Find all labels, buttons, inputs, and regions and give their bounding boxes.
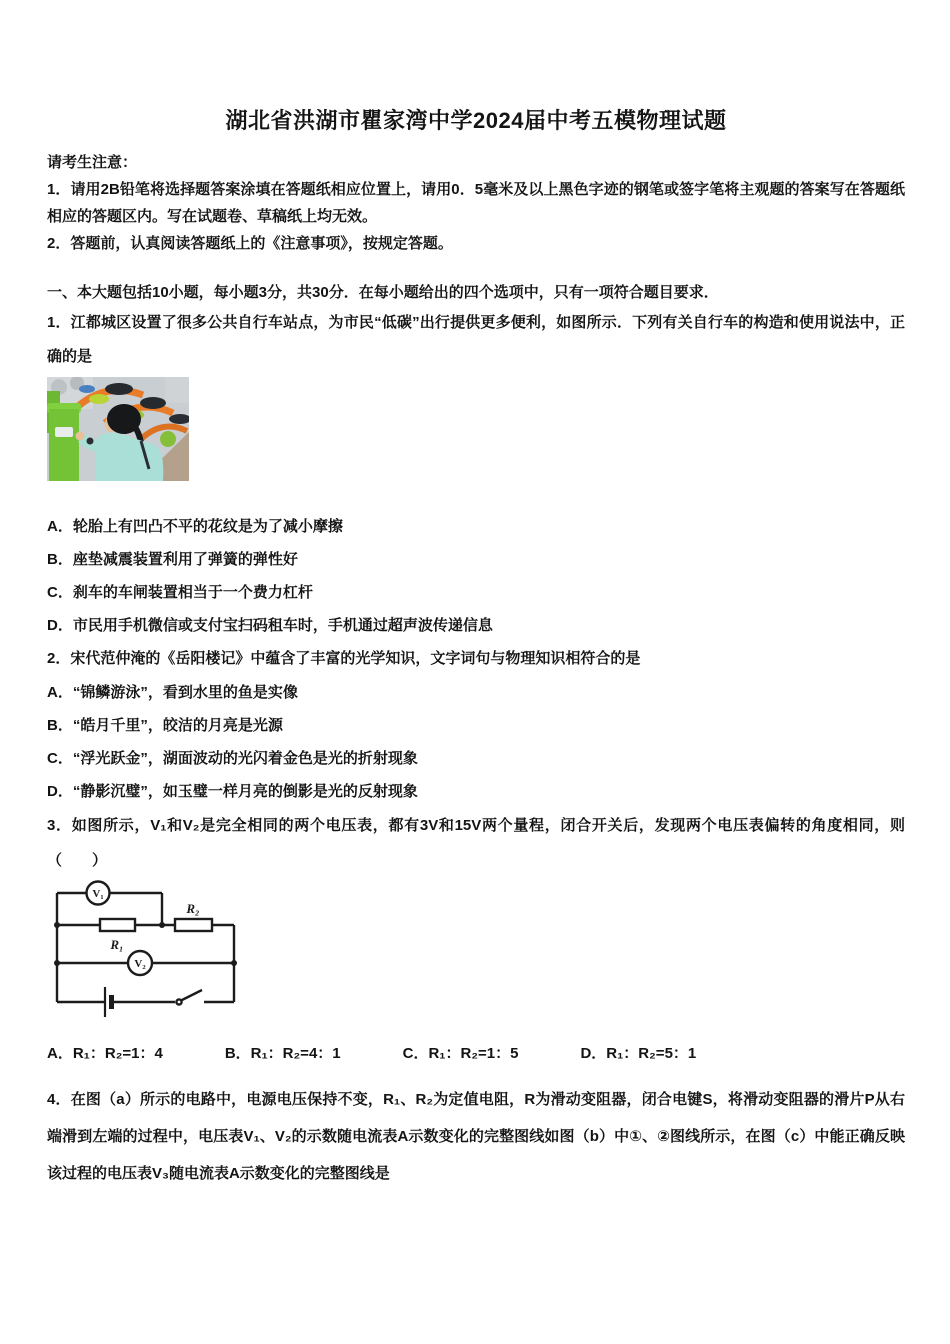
question-2 (47, 642, 905, 808)
question-2-option-b: B．“皓月千里”，皎洁的月亮是光源 (47, 717, 283, 734)
section-1-header: 一、本大题包括10小题，每小题3分，共30分．在每小题给出的四个选项中，只有一项符合题目要求． (47, 284, 719, 301)
bicycle-station-photo (47, 377, 905, 481)
question-3-stem: 3．如图所示，V₁和V₂是完全相同的两个电压表，都有3V和15V两个量程，闭合开关后，发现两个电压表偏转的角度相同，则（ ） (47, 817, 905, 869)
circuit-diagram-graphic (47, 878, 269, 1030)
question-3-option-d: D．R₁：R₂=5：1 (580, 1045, 697, 1062)
question-1-stem: 1．江都城区设置了很多公共自行车站点，为市民“低碳”出行提供更多便利，如图所示．下列有关自行车的构造和使用说法中，正确的是 (47, 314, 905, 365)
resistor-r2-label: R₂ (186, 901, 200, 916)
question-2-options (47, 676, 905, 808)
question-1-option-a: A．轮胎上有凹凸不平的花纹是为了减小摩擦 (47, 518, 343, 535)
question-1-options (47, 510, 905, 642)
notice-block (47, 149, 905, 257)
question-3-option-a: A．R₁：R₂=1：4 (47, 1045, 163, 1062)
voltmeter-circuit-diagram (47, 878, 905, 1035)
question-2-option-d: D．“静影沉璧”，如玉璧一样月亮的倒影是光的反射现象 (47, 783, 418, 800)
page-title: 湖北省洪湖市瞿家湾中学2024届中考五模物理试题 (225, 108, 727, 133)
voltmeter-v1-label: V₁ (92, 888, 104, 900)
question-4 (47, 1081, 905, 1192)
question-3-option-b: B．R₁：R₂=4：1 (224, 1045, 341, 1062)
question-1-option-d: D．市民用手机微信或支付宝扫码租车时，手机通过超声波传递信息 (47, 617, 493, 634)
question-1-option-b: B．座垫减震装置利用了弹簧的弹性好 (47, 551, 298, 568)
question-3-option-c: C．R₁：R₂=1：5 (402, 1045, 519, 1062)
bicycle-station-photo-graphic (47, 377, 189, 481)
question-3-options (47, 1039, 905, 1069)
voltmeter-v2-label: V₂ (134, 958, 146, 970)
notice-item-1: 1．请用2B铅笔将选择题答案涂填在答题纸相应位置上，请用0．5毫米及以上黑色字迹的钢笔或签字笔将主观题的答案写在答题纸相应的答题区内。写在试题卷、草稿纸上均无效。 (47, 181, 905, 225)
question-2-option-c: C．“浮光跃金”，湖面波动的光闪着金色是光的折射现象 (47, 750, 418, 767)
notice-item-2: 2．答题前，认真阅读答题纸上的《注意事项》，按规定答题。 (47, 235, 453, 252)
question-3 (47, 808, 905, 1069)
question-1 (47, 306, 905, 642)
question-2-stem: 2．宋代范仲淹的《岳阳楼记》中蕴含了丰富的光学知识，文字词句与物理知识相符合的是 (47, 650, 641, 667)
resistor-r1-label: R₁ (110, 937, 124, 952)
question-4-stem: 4．在图（a）所示的电路中，电源电压保持不变，R₁、R₂为定值电阻，R为滑动变阻器，闭合电键S，将滑动变阻器的滑片P从右端滑到左端的过程中，电压表V₁、V₂的示数随电流表A示数变化的完整图线如图（b）中①、②图线所示，在图（c）中能正确反映该过程的电压表V₃随电流表A示数变化的完整图线是 (47, 1091, 905, 1182)
question-2-option-a: A．“锦鳞游泳”，看到水里的鱼是实像 (47, 684, 298, 701)
question-1-option-c: C．刹车的车闸装置相当于一个费力杠杆 (47, 584, 313, 601)
notice-header: 请考生注意： (47, 154, 138, 171)
